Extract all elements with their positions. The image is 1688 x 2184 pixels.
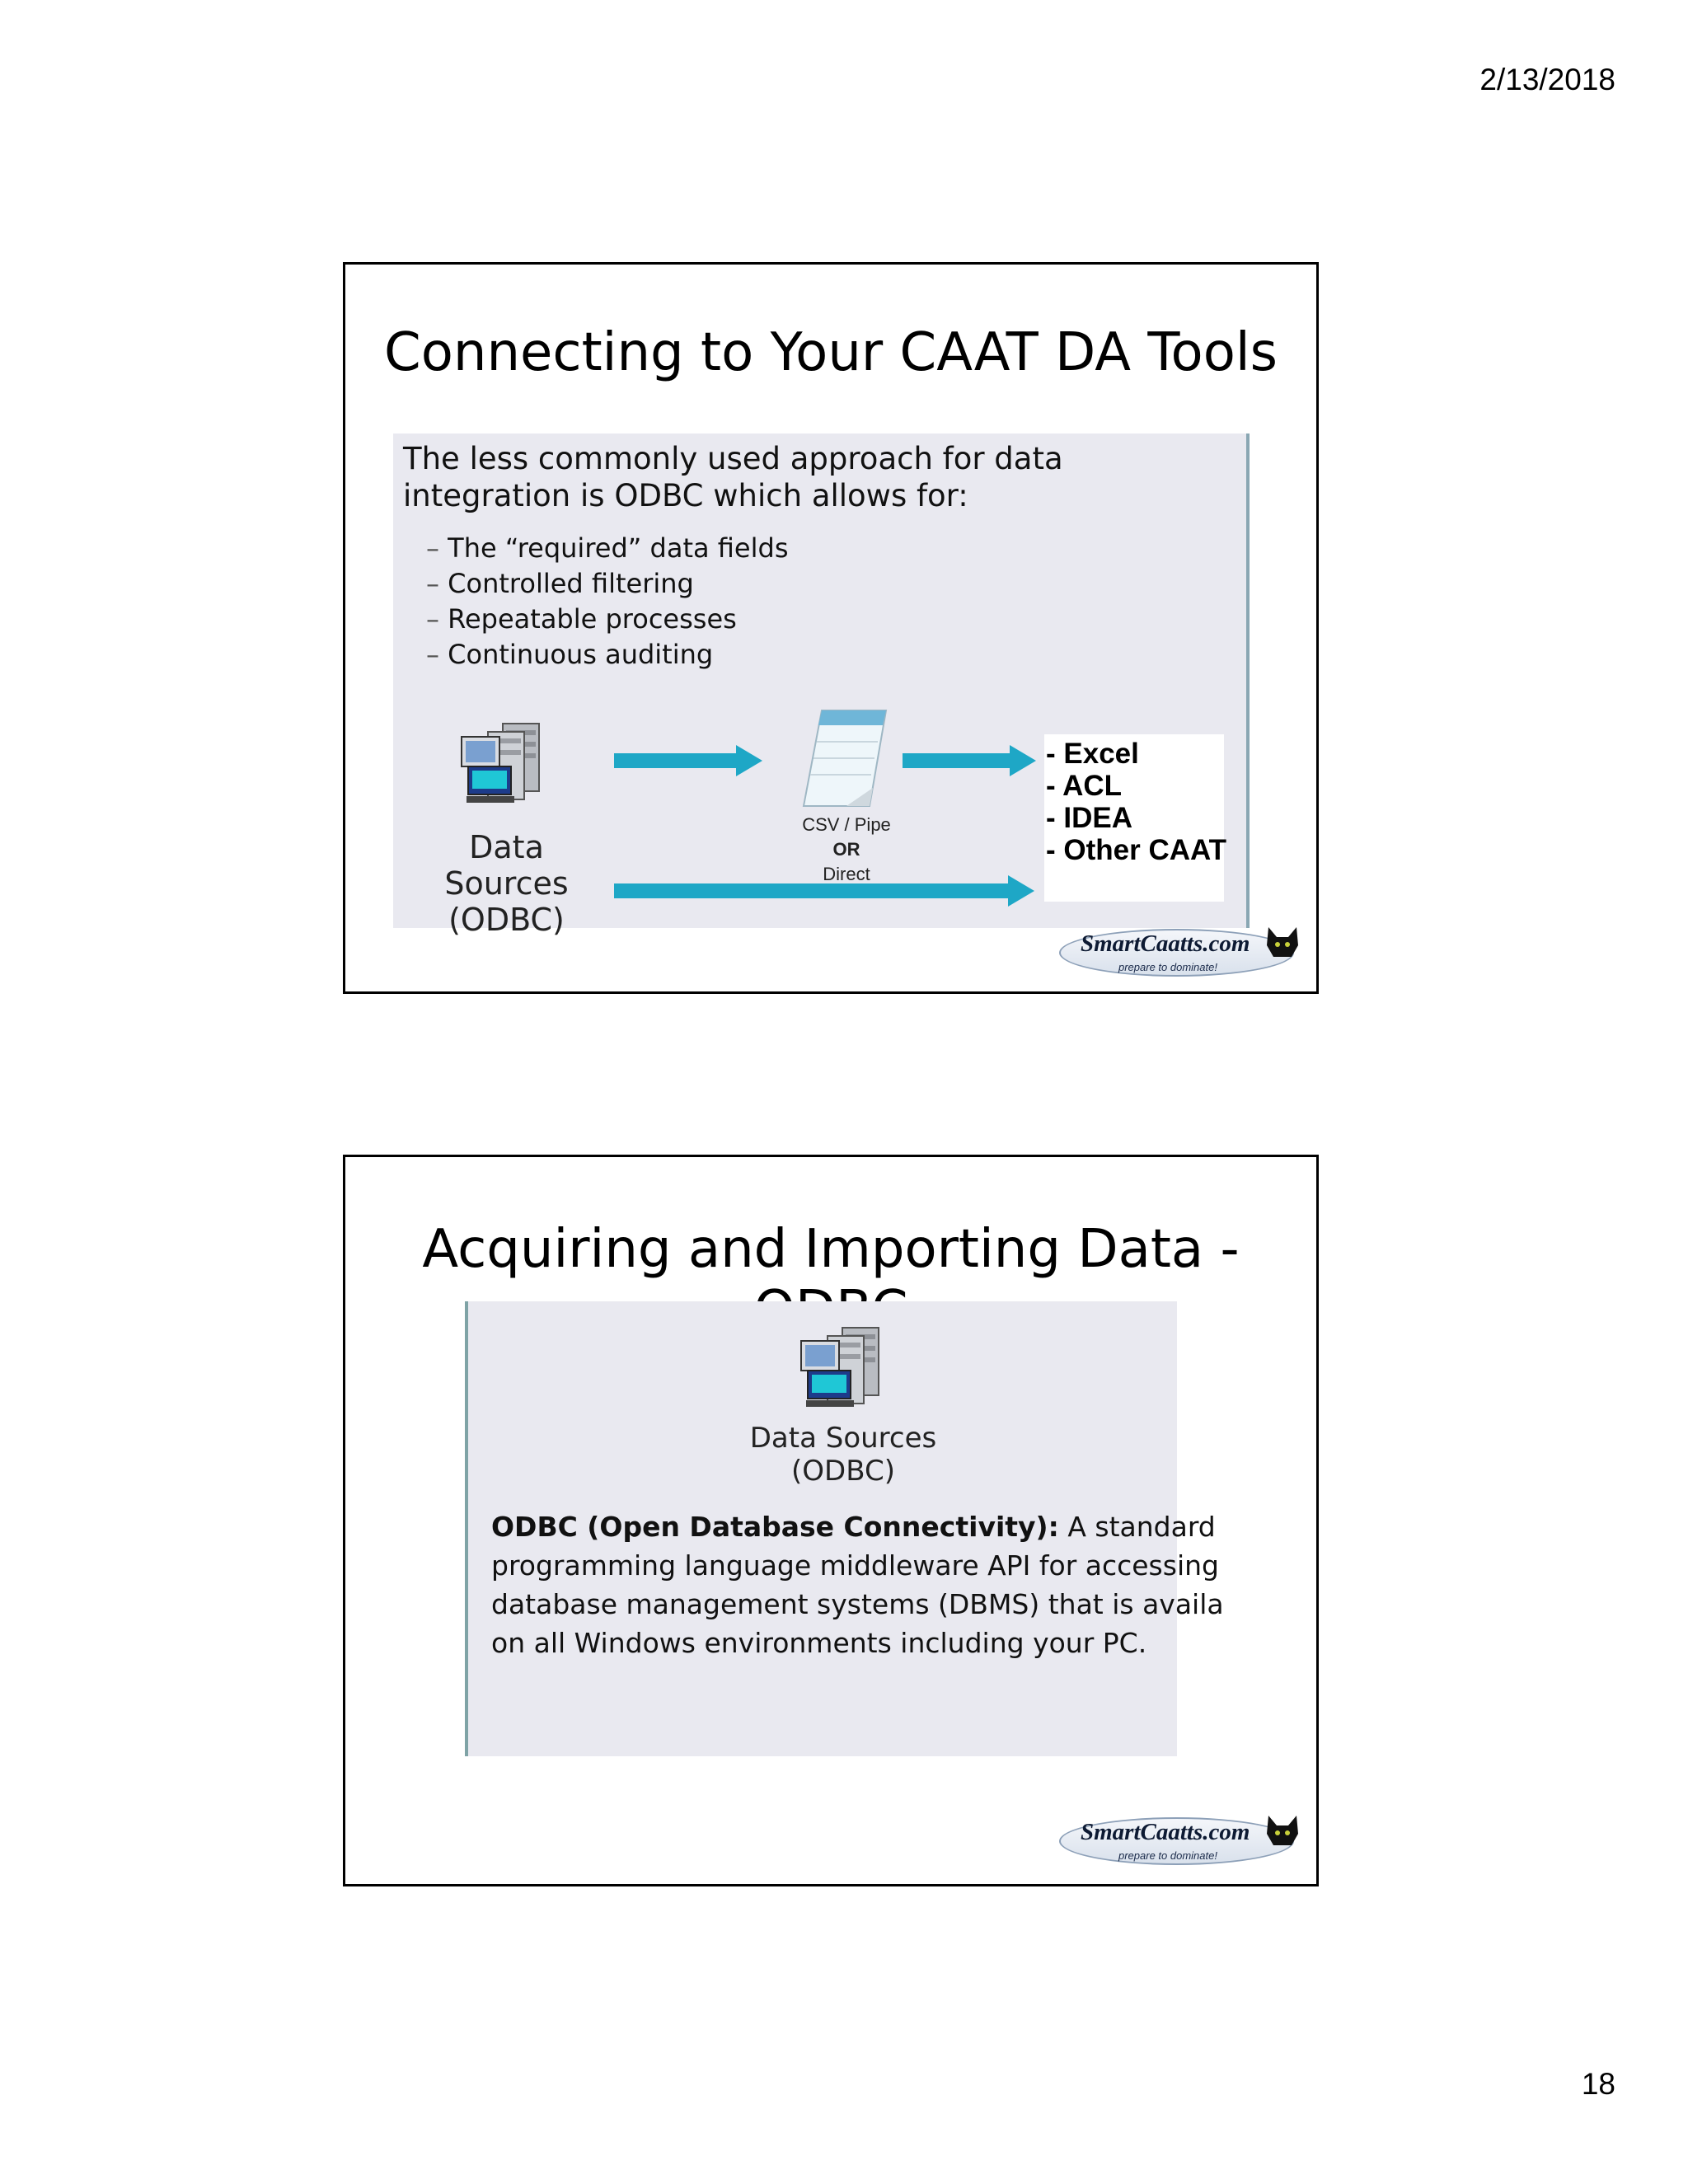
list-item: - ACL — [1046, 770, 1123, 802]
server-computer-icon — [795, 1324, 893, 1415]
server-computer-icon — [455, 720, 554, 811]
caat-tools-list — [1046, 738, 1226, 866]
list-item: - Excel — [1046, 738, 1139, 770]
arrow-right-icon — [614, 745, 762, 776]
slide-title: Connecting to Your CAAT DA Tools — [384, 322, 1278, 383]
definition-term: ODBC (Open Database Connectivity): — [491, 1511, 1059, 1543]
page-date: 2/13/2018 — [1479, 63, 1615, 96]
caat-tools-box — [1044, 734, 1227, 902]
list-item: – Continuous auditing — [426, 637, 788, 673]
cat-head-icon — [1264, 1812, 1301, 1850]
list-item: – The “required” data fields — [426, 531, 788, 566]
list-item: - IDEA — [1046, 802, 1132, 834]
page-number: 18 — [1581, 2067, 1615, 2101]
notepad-icon — [789, 705, 896, 821]
data-sources-label: Data Sources (ODBC) — [444, 829, 569, 938]
benefits-list — [426, 531, 788, 673]
arrow-right-icon — [903, 745, 1036, 776]
list-item: - Other CAAT — [1046, 834, 1227, 866]
odbc-definition: ODBC (Open Database Connectivity): A standard programming language middleware API for accessing database management systems (DBMS) that is availa on all Windows environments including your PC. — [491, 1511, 1224, 1659]
slide-content-panel — [465, 1301, 1224, 1756]
arrow-right-direct-icon — [614, 875, 1034, 907]
slide-acquiring-importing — [343, 1155, 1319, 1886]
cat-head-icon — [1264, 924, 1301, 962]
slide-content-panel — [393, 434, 1250, 938]
intro-text: The less commonly used approach for data integration is ODBC which allows for: — [403, 441, 1063, 513]
smartcaatts-logo: SmartCaatts.com prepare to dominate! — [1059, 1812, 1302, 1870]
data-sources-label: Data Sources (ODBC) — [749, 1422, 937, 1488]
list-item: – Repeatable processes — [426, 602, 788, 637]
slide-title: Acquiring and Importing Data - — [422, 1219, 1240, 1280]
csv-pipe-label: CSV / Pipe OR Direct — [802, 814, 891, 884]
smartcaatts-logo: SmartCaatts.com prepare to dominate! — [1059, 924, 1302, 982]
slide-connecting-tools — [343, 262, 1319, 994]
list-item: – Controlled filtering — [426, 566, 788, 602]
